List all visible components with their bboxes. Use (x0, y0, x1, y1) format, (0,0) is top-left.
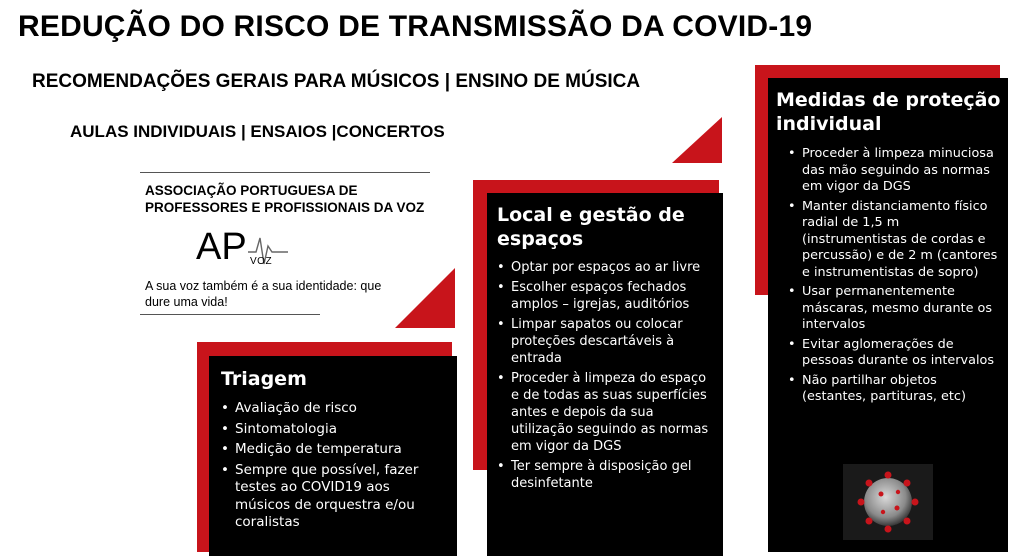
card-title: Triagem (221, 368, 307, 390)
card-title: Medidas de proteção individual (776, 89, 1001, 135)
list-item: • Ter sempre à disposição gel desinfetante (497, 458, 715, 492)
list-item: • Usar permanentemente máscaras, mesmo durante os intervalos (788, 284, 1002, 334)
divider-top (140, 172, 430, 173)
card-triagem (209, 356, 457, 556)
list-item: • Limpar sapatos ou colocar proteções descartáveis à entrada (497, 316, 715, 367)
list-item: • Medição de temperatura (221, 441, 447, 459)
list-item: • Escolher espaços fechados amplos – igrejas, auditórios (497, 279, 715, 313)
list-item: • Avaliação de risco (221, 400, 447, 418)
card-espacos (487, 193, 723, 556)
red-triangle-right (672, 117, 722, 163)
subtitle-secondary: AULAS INDIVIDUAIS | ENSAIOS |CONCERTOS (70, 122, 445, 141)
divider-bottom (140, 314, 320, 315)
apvoz-logo (196, 226, 296, 272)
card-protecao (768, 78, 1008, 552)
list-item: • Sintomatologia (221, 421, 447, 439)
list-item: • Evitar aglomerações de pessoas durante os intervalos (788, 337, 1002, 370)
subtitle: RECOMENDAÇÕES GERAIS PARA MÚSICOS | ENSINO DE MÚSICA (32, 71, 641, 92)
list-item: • Optar por espaços ao ar livre (497, 259, 715, 276)
list-item: • Não partilhar objetos (estantes, partituras, etc) (788, 373, 1002, 406)
coronavirus-image (843, 464, 933, 540)
page-title: REDUÇÃO DO RISCO DE TRANSMISSÃO DA COVID-19 (18, 10, 813, 43)
logo-letters: AP (196, 226, 247, 268)
red-triangle-left (395, 268, 455, 328)
list-item: • Proceder à limpeza minuciosa das mão seguindo as normas em vigor da DGS (788, 146, 1002, 196)
logo-small-text: VOZ (250, 256, 273, 267)
list-item: • Sempre que possível, fazer testes ao COVID19 aos músicos de orquestra e/ou coralistas (221, 462, 447, 532)
voice-wave-icon (196, 226, 296, 272)
list-item: • Proceder à limpeza do espaço e de todas as suas superfícies antes e depois da sua utilização seguindo as normas em vigor da DGS (497, 370, 715, 455)
list-item: • Manter distanciamento físico radial de 1,5 m (instrumentistas de cordas e percussão) e de 2 m (cantores e instrumentistas de sopro) (788, 199, 1002, 282)
association-tagline: A sua voz também é a sua identidade: que dure uma vida! (145, 279, 382, 309)
card-title: Local e gestão de espaços (497, 204, 685, 250)
association-name: ASSOCIAÇÃO PORTUGUESA DE PROFESSORES E PROFISSIONAIS DA VOZ (145, 183, 425, 215)
